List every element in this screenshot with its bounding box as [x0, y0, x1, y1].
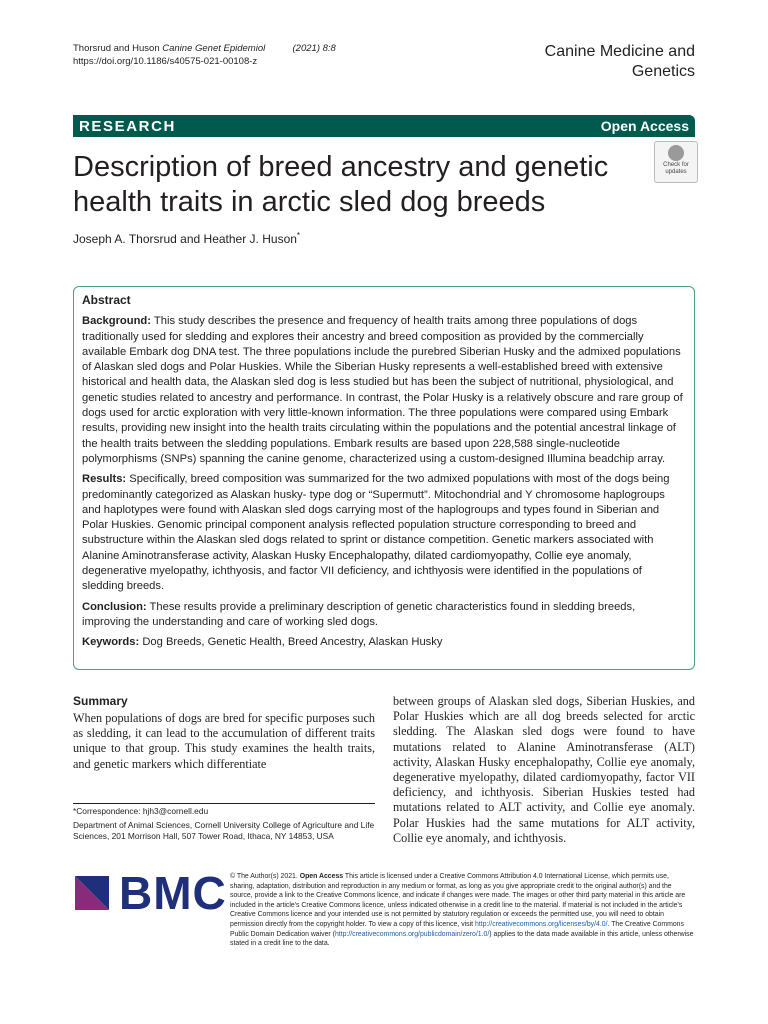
- correspondence-affiliation: Department of Animal Sciences, Cornell University College of Agriculture and Life Sciences, 201 Morrison Hall, 507 Tower Road, Ithaca, NY 14853, USA: [73, 819, 375, 842]
- journal-name: [545, 42, 695, 82]
- license-text: [230, 872, 695, 949]
- license-text-a: This article is licensed under a Creative Commons Attribution 4.0 International License, which permits use, sharing, adaptation, distribution and reproduction in any medium or format, as long as you give appropriate credit to the original author(s) and the source, provide a link to the Creative Commons licence, and indicate if changes were made. The images or other third party material in this article are included in the article's Creative Commons licence, unless indicated otherwise in a credit line to the material. If material is not included in the article's Creative Commons licence and your intended use is not permitted by statutory regulation or exceeds the permitted use, you will need to obtain permission directly from the copyright holder. To view a copy of this licence, visit: [230, 873, 686, 928]
- conclusion-label: Conclusion:: [82, 600, 147, 613]
- correspondence-footnote: [73, 806, 375, 845]
- correspondence-email[interactable]: *Correspondence: hjh3@cornell.edu: [73, 806, 209, 816]
- author-names: Joseph A. Thorsrud and Heather J. Huson: [73, 232, 297, 246]
- results-text: Specifically, breed composition was summarized for the two admixed populations with most of the dogs being predominantly categorized as Alaskan husky- type dog or “Supermutt”. Mitochondrial and Y chromosome haplogroups and haplotypes were found with Alaskan sled dogs carrying most of the haplogroups and types found in Siberian and Polar Huskies. Genomic principal component analysis reflected population structure corresponding to breed and substructure within the Alaskan sled dogs related to sprint or distance competition. Genetic markers associated with Alanine Aminotransferase activity, Alaskan Husky Encephalopathy, dilated cardiomyopathy, Collie eye anomaly, degenerative myelopathy, ichthyosis, and factor VII deficiency, and ichthyosis were identified in the populations of sledding breeds.: [82, 473, 670, 593]
- abstract-background: [82, 314, 686, 467]
- citation-volume: (2021) 8:8: [292, 43, 336, 54]
- summary-text-right: between groups of Alaskan sled dogs, Siberian Huskies, and Polar Huskies which are all dog breeds selected for arctic sledding. The Alaskan sled dogs were found to have mutations related to Alanine Aminotransferase (ALT) activity, Alaskan Husky encephalopathy, Collie eye anomaly, degenerative myelopathy, dilated cardiomyopathy, factor VII deficiency, and ichthyosis. Siberian Huskies tested had mutations related to ALT activity, and Collie eye anomaly. Polar Huskies had the same mutations for ALT activity, Collie eye anomaly, and ichthyosis.: [393, 694, 695, 845]
- keywords-label: Keywords:: [82, 636, 140, 649]
- abstract-results: [82, 472, 686, 594]
- article-authors: [73, 231, 300, 246]
- bmc-logo-icon: [75, 876, 109, 910]
- section-label: RESEARCH: [79, 117, 176, 135]
- section-banner: [73, 115, 695, 137]
- corresponding-author-mark[interactable]: *: [296, 231, 301, 240]
- license-text-b: . The Creative Commons Public Domain Dedication waiver (: [230, 920, 684, 938]
- license-text-c: ) applies to the data made available in this article, unless otherwise stated in a credit line to the data.: [230, 930, 694, 948]
- abstract-heading: Abstract: [82, 293, 131, 307]
- conclusion-text: These results provide a preliminary description of genetic characteristics found in sledding breeds, improving the understanding and care of working sled dogs.: [82, 600, 636, 628]
- keywords-text: Dog Breeds, Genetic Health, Breed Ancestry, Alaskan Husky: [142, 636, 443, 649]
- results-label: Results:: [82, 473, 127, 486]
- check-for-updates-line1: Check for: [663, 162, 689, 168]
- check-for-updates-line2: updates: [665, 169, 687, 175]
- license-copyright: © The Author(s) 2021.: [230, 873, 298, 880]
- journal-name-line2: Genetics: [631, 63, 695, 80]
- abstract-keywords: [82, 635, 686, 650]
- license-link-cc0[interactable]: http://creativecommons.org/publicdomain/zero/1.0/: [334, 930, 490, 938]
- footnote-divider: [73, 803, 375, 804]
- background-label: Background:: [82, 315, 151, 328]
- citation-header: [73, 42, 336, 68]
- citation-doi[interactable]: https://doi.org/10.1186/s40575-021-00108-z: [73, 56, 258, 67]
- summary-heading: Summary: [73, 694, 128, 708]
- check-for-updates-badge[interactable]: [654, 141, 698, 183]
- summary-text-left: When populations of dogs are bred for specific purposes such as sledding, it can lead to the accumulation of different traits unique to that group. This study examines the health traits, and genetic markers which differentiate: [73, 711, 375, 771]
- open-access-label: Open Access: [600, 118, 689, 134]
- abstract-box: [73, 286, 695, 670]
- license-link-cc-by[interactable]: http://creativecommons.org/licenses/by/4.0/: [474, 920, 608, 928]
- publisher-name: BMC: [119, 867, 227, 919]
- license-open-access: Open Access: [299, 873, 344, 880]
- article-title: Description of breed ancestry and genetic health traits in arctic sled dog breeds: [73, 151, 609, 218]
- citation-authors: Thorsrud and Huson: [73, 43, 160, 54]
- check-for-updates-icon: [668, 145, 684, 161]
- citation-journal: Canine Genet Epidemiol: [162, 43, 266, 54]
- background-text: This study describes the presence and frequency of health traits among three populations of dogs traditionally used for sledding and explores their ancestry and breed composition as provided by the commercially available Embark dog DNA test. The three populations include the purebred Siberian Husky and the admixed populations of Alaskan sled dogs and Polar Huskies. While the Siberian Husky represents a well-established breed with extensive historical and health data, the Alaskan sled dog is less studied but has been the subject of nutritional, physiological, and genetic studies related to ancestry and performance. In contrast, the Polar Husky is a relatively obscure and rare group of dogs used for arctic exploration with very little-known information. The three populations were compared using Embark results, providing new insight into the health traits circulating within the populations and the potential ancestral linkage of the health traits between the sledding populations. Embark results are based upon 228,588 single-nucleotide polymorphisms (SNPs) spanning the canine genome, characterized using a custom-designed Illumina beadchip array.: [82, 315, 683, 465]
- journal-name-line1: Canine Medicine and: [544, 43, 695, 60]
- abstract-conclusion: [82, 600, 686, 631]
